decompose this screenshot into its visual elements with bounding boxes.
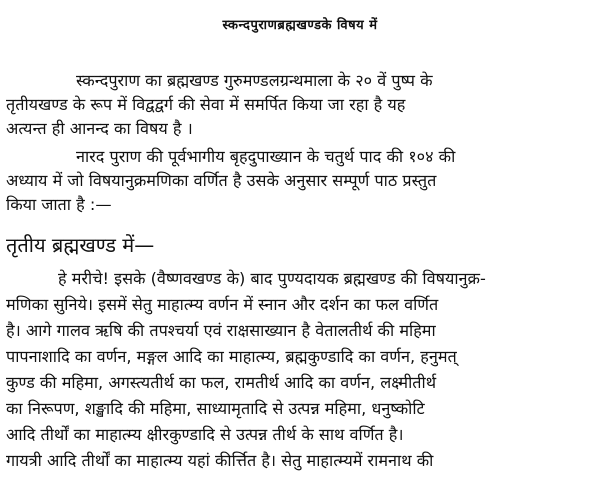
paragraph1-line: स्कन्दपुराण का ब्रह्मखण्ड गुरुमण्डलग्रन्थमाला के २० वें पुष्प के: [76, 71, 433, 90]
paragraph3-line: हे मरीचे! इसके (वैष्णवखण्ड के) बाद पुण्यदायक ब्रह्मखण्ड की विषयानुक्र-: [58, 269, 486, 288]
paragraph2-line: नारद पुराण की पूर्वभागीय बृहदुपाख्यान के चतुर्थ पाद की १०४ की: [76, 147, 456, 166]
paragraph3-line: आदि तीर्थों का माहात्म्य क्षीरकुण्डादि से उत्पन्न तीर्थ के साथ वर्णित है।: [6, 425, 404, 444]
paragraph1-line: तृतीयखण्ड के रूप में विद्वद्वर्ग की सेवा में समर्पित किया जा रहा है यह: [6, 95, 406, 114]
page-title: स्कन्दपुराणब्रह्मखण्डके विषय में: [222, 18, 378, 33]
paragraph2-line: किया जाता है :—: [6, 195, 112, 214]
paragraph3-line: मणिका सुनिये। इसमें सेतु माहात्म्य वर्णन में स्नान और दर्शन का फल वर्णित: [6, 295, 439, 314]
paragraph3-line: का निरूपण, शङ्खादि की महिमा, साध्यामृतादि से उत्पन्न महिमा, धनुष्कोटि: [6, 399, 425, 418]
paragraph3-line: कुण्ड की महिमा, अगस्त्यतीर्थ का फल, रामतीर्थ आदि का वर्णन, लक्ष्मीतीर्थ: [6, 373, 437, 392]
paragraph1-line: अत्यन्त ही आनन्द का विषय है ।: [6, 119, 193, 138]
paragraph3-line: है। आगे गालव ऋषि की तपश्चर्या एवं राक्षसाख्यान है वेतालतीर्थ की महिमा: [6, 321, 436, 340]
paragraph3-line: पापनाशादि का वर्णन, मङ्गल आदि का माहात्म्य, ब्रह्मकुण्डादि का वर्णन, हनुमत्: [6, 347, 457, 366]
paragraph2-line: अध्याय में जो विषयानुक्रमणिका वर्णित है उसके अनुसार सम्पूर्ण पाठ प्रस्तुत: [6, 171, 437, 190]
paragraph3-line: गायत्री आदि तीर्थों का माहात्म्य यहां कीर्त्तित है। सेतु माहात्म्यमें रामनाथ की: [6, 451, 434, 470]
section-heading: तृतीय ब्रह्मखण्ड में—: [6, 233, 155, 257]
